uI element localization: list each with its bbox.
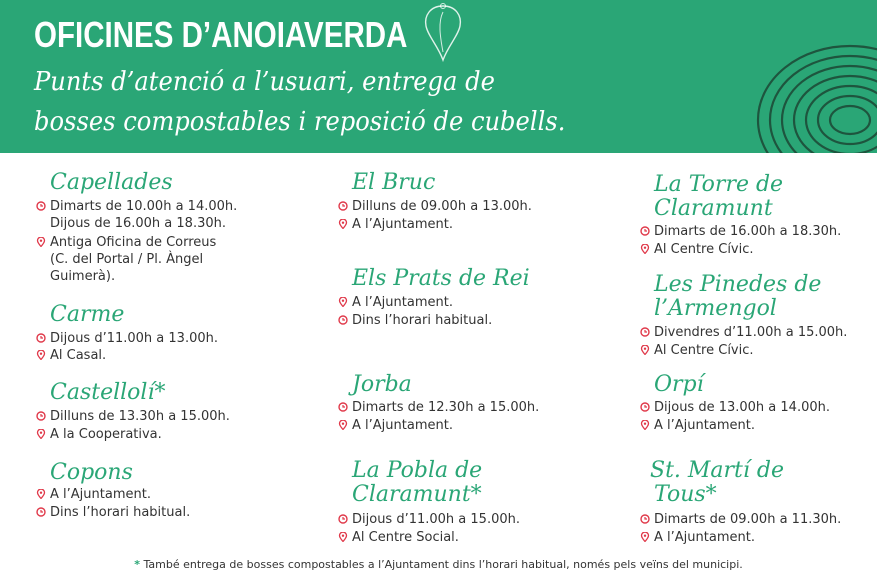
town-name: l’Armengol (654, 296, 777, 321)
town-name: Jorba (352, 372, 412, 397)
schedule-row (338, 511, 520, 528)
schedule-row (338, 198, 532, 215)
town-name: La Pobla de (352, 458, 483, 483)
fingerprint-decoration-icon (740, 30, 877, 153)
address-row (640, 342, 754, 359)
map-pin-icon (640, 345, 650, 355)
clock-icon (338, 514, 348, 524)
footnote-text: També entrega de bosses compostables a l’Ajuntament dins l’horari habitual, només pels veïns del municipi. (143, 558, 743, 571)
address-text: Al Centre Cívic. (654, 343, 754, 358)
address-row (338, 417, 453, 434)
map-pin-icon (36, 237, 46, 247)
map-pin-icon (640, 532, 650, 542)
schedule-row (36, 504, 190, 521)
schedule-text: Dimarts de 09.00h a 11.30h. (654, 512, 842, 527)
map-pin-icon (338, 420, 348, 430)
schedule-text: Dijous d’11.00h a 15.00h. (352, 512, 520, 527)
address-row (36, 234, 216, 251)
schedule-text: Dimarts de 16.00h a 18.30h. (654, 224, 842, 239)
address-row (338, 529, 459, 546)
town-name: Els Prats de Rei (352, 266, 530, 291)
map-pin-icon (640, 244, 650, 254)
address-text: A la Cooperativa. (50, 427, 162, 442)
schedule-row (50, 215, 226, 232)
map-pin-icon (338, 219, 348, 229)
town-name: El Bruc (352, 170, 436, 195)
town-name: Copons (50, 460, 133, 485)
schedule-row (640, 324, 847, 341)
schedule-text: Dilluns de 13.30h a 15.00h. (50, 409, 230, 424)
clock-icon (36, 201, 46, 211)
address-row (640, 417, 755, 434)
schedule-row (36, 330, 218, 347)
town-name: Tous* (654, 482, 717, 507)
clock-icon (338, 402, 348, 412)
address-row (640, 529, 755, 546)
clock-icon (640, 327, 650, 337)
schedule-text: Dimarts de 10.00h a 14.00h. (50, 199, 238, 214)
page-title: OFICINES D’ANOIAVERDA (34, 14, 408, 55)
subtitle-line-2: bosses compostables i reposició de cubells. (34, 107, 566, 137)
map-pin-icon (640, 420, 650, 430)
address-row (640, 241, 754, 258)
schedule-text: Dijous de 13.00h a 14.00h. (654, 400, 830, 415)
town-name: Orpí (654, 372, 704, 397)
address-row (50, 251, 203, 268)
town-name: Carme (50, 302, 125, 327)
address-text: A l’Ajuntament. (352, 217, 453, 232)
page-subtitle (34, 62, 565, 142)
address-row (50, 268, 115, 285)
address-text: A l’Ajuntament. (352, 295, 453, 310)
address-text: A l’Ajuntament. (50, 487, 151, 502)
address-text: Antiga Oficina de Correus (50, 235, 217, 250)
address-row (36, 486, 151, 503)
town-name: St. Martí de (650, 458, 785, 483)
address-text: Al Casal. (50, 348, 107, 363)
schedule-text: Dijous d’11.00h a 13.00h. (50, 331, 218, 346)
map-pin-icon (36, 350, 46, 360)
leaf-location-icon (418, 2, 468, 64)
address-text: A l’Ajuntament. (352, 418, 453, 433)
footnote (0, 558, 877, 571)
address-text: Al Centre Cívic. (654, 242, 754, 257)
schedule-text: Divendres d’11.00h a 15.00h. (654, 325, 848, 340)
map-pin-icon (338, 297, 348, 307)
address-row (338, 216, 453, 233)
address-row (36, 347, 106, 364)
address-text: Guimerà). (50, 269, 116, 284)
schedule-row (640, 223, 841, 240)
schedule-row (36, 408, 230, 425)
schedule-row (640, 399, 830, 416)
schedule-text: Dilluns de 09.00h a 13.00h. (352, 199, 532, 214)
town-name: La Torre de (654, 172, 784, 197)
schedule-text: Dijous de 16.00h a 18.30h. (50, 216, 226, 231)
town-name: Claramunt (654, 196, 773, 221)
schedule-row (338, 399, 539, 416)
subtitle-line-1: Punts d’atenció a l’usuari, entrega de (34, 67, 495, 97)
town-name: Castellolí* (50, 380, 166, 405)
address-row (338, 294, 453, 311)
schedule-text: Dins l’horari habitual. (352, 313, 493, 328)
clock-icon (640, 402, 650, 412)
clock-icon (36, 411, 46, 421)
address-text: A l’Ajuntament. (654, 530, 755, 545)
town-name: Capellades (50, 170, 173, 195)
clock-icon (338, 315, 348, 325)
address-text: (C. del Portal / Pl. Àngel (50, 252, 204, 267)
address-row (36, 426, 162, 443)
schedule-row (36, 198, 237, 215)
clock-icon (640, 226, 650, 236)
schedule-text: Dimarts de 12.30h a 15.00h. (352, 400, 540, 415)
header-banner (0, 0, 877, 153)
address-text: Al Centre Social. (352, 530, 459, 545)
town-name: Les Pinedes de (654, 272, 822, 297)
clock-icon (640, 514, 650, 524)
clock-icon (338, 201, 348, 211)
schedule-text: Dins l’horari habitual. (50, 505, 191, 520)
footnote-star: * (134, 558, 140, 571)
schedule-row (640, 511, 841, 528)
clock-icon (36, 333, 46, 343)
clock-icon (36, 507, 46, 517)
map-pin-icon (36, 429, 46, 439)
map-pin-icon (36, 489, 46, 499)
map-pin-icon (338, 532, 348, 542)
schedule-row (338, 312, 492, 329)
address-text: A l’Ajuntament. (654, 418, 755, 433)
town-name: Claramunt* (352, 482, 482, 507)
